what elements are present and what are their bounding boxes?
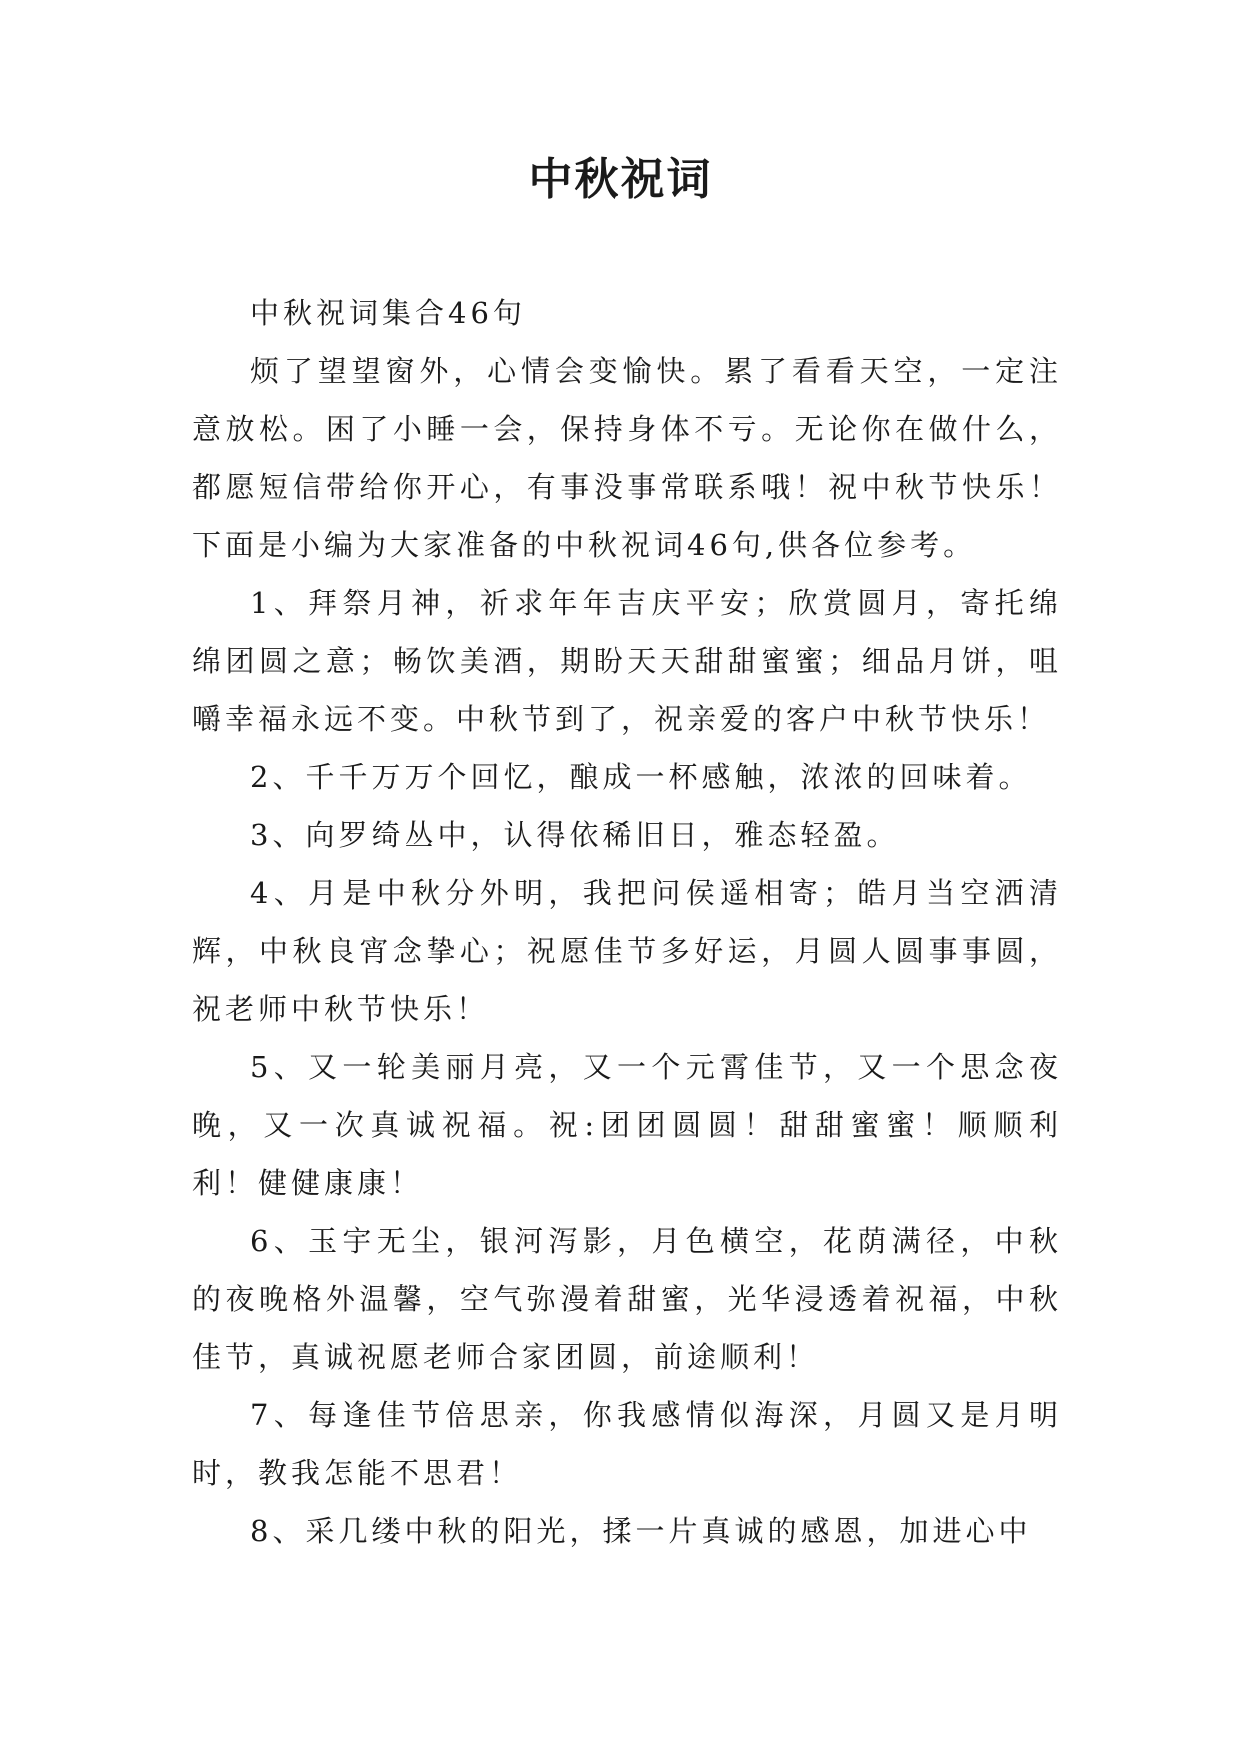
- paragraph-intro: 烦了望望窗外，心情会变愉快。累了看看天空，一定注意放松。困了小睡一会，保持身体不亏。无论你在做什么，都愿短信带给你开心，有事没事常联系哦！祝中秋节快乐！下面是小编为大家准备的中秋祝词46句,供各位参考。: [192, 354, 1062, 562]
- paragraph-item-8: 8、采几缕中秋的阳光，揉一片真诚的感恩，加进心中: [250, 1514, 1032, 1548]
- paragraph-item-5: 5、又一轮美丽月亮，又一个元霄佳节，又一个思念夜晚，又一次真诚祝福。祝:团团圆圆！甜甜蜜蜜！顺顺利利！健健康康！: [192, 1050, 1062, 1200]
- paragraph-item-1: 1、拜祭月神，祈求年年吉庆平安；欣赏圆月，寄托绵绵团圆之意；畅饮美酒，期盼天天甜甜蜜蜜；细品月饼，咀嚼幸福永远不变。中秋节到了，祝亲爱的客户中秋节快乐！: [192, 586, 1062, 736]
- paragraph-item-7: 7、每逢佳节倍思亲，你我感情似海深，月圆又是月明时，教我怎能不思君！: [192, 1398, 1062, 1490]
- paragraph-subtitle: 中秋祝词集合46句: [250, 296, 526, 330]
- document-body: [192, 284, 1062, 1560]
- paragraph-item-4: 4、月是中秋分外明，我把问侯遥相寄；皓月当空洒清辉，中秋良宵念挚心；祝愿佳节多好运，月圆人圆事事圆，祝老师中秋节快乐！: [192, 876, 1062, 1026]
- paragraph-item-3: 3、向罗绮丛中，认得依稀旧日，雅态轻盈。: [250, 818, 900, 852]
- paragraph-item-2: 2、千千万万个回忆，酿成一杯感触，浓浓的回味着。: [250, 760, 1032, 794]
- document-title: 中秋祝词: [528, 154, 713, 205]
- paragraph-item-6: 6、玉宇无尘，银河泻影，月色横空，花荫满径，中秋的夜晚格外温馨，空气弥漫着甜蜜，光华浸透着祝福，中秋佳节，真诚祝愿老师合家团圆，前途顺利！: [192, 1224, 1062, 1374]
